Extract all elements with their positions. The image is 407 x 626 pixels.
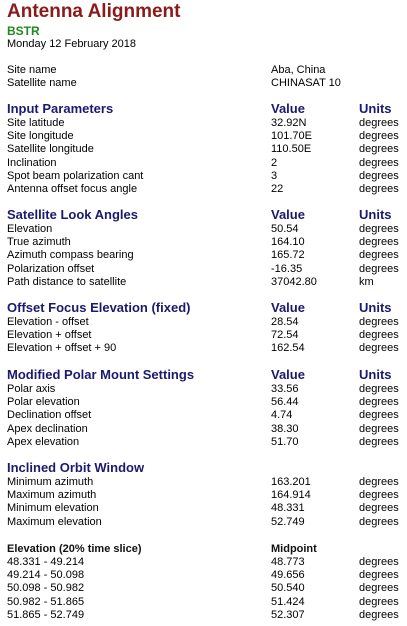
satellite-name-row [0, 77, 407, 90]
table-row [0, 569, 407, 582]
row-label: Elevation - offset [7, 316, 89, 328]
row-unit: degrees [359, 223, 399, 235]
row-label: Declination offset [7, 409, 92, 422]
row-label: Maximum azimuth [7, 489, 97, 502]
row-label: Path distance to satellite [7, 275, 127, 288]
row-label: Elevation + offset + 90 [7, 342, 117, 355]
row-unit: degrees [359, 556, 399, 568]
row-unit: degrees [359, 422, 399, 435]
row-label: Satellite longitude [7, 143, 94, 156]
section-title: Input Parameters [7, 101, 114, 116]
row-label: Elevation [7, 223, 53, 235]
row-label: Apex declination [7, 422, 88, 435]
row-value: 101.70E [271, 130, 312, 143]
value-column-header: Value [271, 300, 305, 315]
value-column-header: Value [271, 101, 305, 116]
table-row [0, 276, 407, 289]
row-unit: degrees [359, 383, 399, 395]
row-label: True azimuth [7, 236, 71, 249]
row-label: Inclination [7, 156, 57, 169]
row-label: Satellite name [7, 77, 77, 89]
section-header-inclined-orbit [0, 460, 407, 476]
row-unit: degrees [359, 595, 399, 608]
row-value: 50.54 [271, 223, 299, 235]
table-row [0, 157, 407, 170]
table-row [0, 236, 407, 249]
row-value: 164.10 [271, 236, 305, 249]
table-row [0, 516, 407, 529]
row-unit: degrees [359, 515, 399, 528]
table-row [0, 596, 407, 609]
row-value: 56.44 [271, 396, 299, 409]
table-row [0, 556, 407, 569]
row-value: Aba, China [271, 64, 326, 76]
row-value: 162.54 [271, 342, 305, 355]
row-value: CHINASAT 10 [271, 77, 341, 89]
row-unit: degrees [359, 169, 399, 182]
row-value: 22 [271, 183, 284, 195]
row-unit: degrees [359, 502, 399, 515]
row-label: Minimum azimuth [7, 476, 94, 488]
table-row [0, 316, 407, 329]
section-header-polar-mount [0, 367, 407, 383]
row-value: 163.201 [271, 476, 311, 488]
row-value: 51.70 [271, 435, 299, 448]
section-header-input-parameters [0, 101, 407, 117]
row-value: 28.54 [271, 316, 299, 328]
row-unit: degrees [359, 608, 399, 621]
row-value: 48.331 [271, 502, 305, 515]
section-title: Inclined Orbit Window [7, 460, 145, 475]
table-row [0, 396, 407, 409]
row-value: 32.92N [271, 117, 307, 129]
row-label: Polar elevation [7, 396, 80, 409]
row-label: Spot beam polarization cant [7, 169, 144, 182]
row-label: Maximum elevation [7, 515, 102, 528]
row-value: 164.914 [271, 489, 311, 502]
row-label: 48.331 - 49.214 [7, 556, 85, 568]
units-column-header: Units [359, 300, 392, 315]
row-label: Minimum elevation [7, 502, 99, 515]
report-subtitle: BSTR [7, 24, 40, 38]
row-value: 72.54 [271, 329, 299, 342]
row-label: Site name [7, 64, 57, 76]
row-value: 3 [271, 169, 278, 182]
row-unit: degrees [359, 316, 399, 328]
table-row [0, 409, 407, 422]
units-column-header: Units [359, 367, 392, 382]
row-unit: degrees [359, 582, 399, 595]
units-column-header: Units [359, 207, 392, 222]
section-header-offset-focus [0, 300, 407, 316]
row-value: 33.56 [271, 383, 299, 395]
row-label: 50.982 - 51.865 [7, 595, 85, 608]
page-title: Antenna Alignment [7, 1, 181, 22]
table-row [0, 263, 407, 276]
row-unit: degrees [359, 489, 399, 502]
section-title: Elevation (20% time slice) [7, 543, 142, 555]
row-label: Antenna offset focus angle [7, 183, 138, 195]
report-date: Monday 12 February 2018 [7, 38, 137, 50]
row-unit: degrees [359, 143, 399, 156]
section-header-look-angles [0, 207, 407, 223]
row-value: 48.773 [271, 556, 305, 568]
table-row [0, 489, 407, 502]
table-row [0, 329, 407, 342]
table-row [0, 582, 407, 595]
row-value: 38.30 [271, 422, 299, 435]
row-label: 50.098 - 50.982 [7, 582, 85, 595]
table-row [0, 476, 407, 489]
table-row [0, 223, 407, 236]
row-unit: degrees [359, 130, 399, 143]
table-row [0, 117, 407, 130]
row-unit: degrees [359, 342, 399, 355]
value-column-header: Value [271, 207, 305, 222]
row-unit: degrees [359, 569, 399, 582]
row-label: Apex elevation [7, 435, 80, 448]
section-title: Satellite Look Angles [7, 207, 138, 222]
table-row [0, 183, 407, 196]
section-title: Offset Focus Elevation (fixed) [7, 300, 191, 315]
row-label: 49.214 - 50.098 [7, 569, 85, 582]
site-name-row [0, 64, 407, 77]
row-unit: degrees [359, 183, 399, 195]
row-unit: degrees [359, 117, 399, 129]
table-row [0, 502, 407, 515]
row-value: 51.424 [271, 595, 305, 608]
table-row [0, 342, 407, 355]
row-unit: degrees [359, 329, 399, 342]
row-value: 165.72 [271, 249, 305, 262]
table-row [0, 383, 407, 396]
table-row [0, 609, 407, 622]
row-unit: km [359, 275, 374, 288]
units-column-header: Units [359, 101, 392, 116]
row-label: Polar axis [7, 383, 56, 395]
row-label: Site latitude [7, 117, 65, 129]
row-unit: degrees [359, 409, 399, 422]
table-row [0, 436, 407, 449]
value-column-header: Value [271, 367, 305, 382]
row-unit: degrees [359, 262, 399, 275]
row-label: 51.865 - 52.749 [7, 608, 85, 621]
row-unit: degrees [359, 236, 399, 249]
row-unit: degrees [359, 156, 399, 169]
midpoint-column-header: Midpoint [271, 543, 317, 555]
section-title: Modified Polar Mount Settings [7, 367, 195, 382]
row-value: -16.35 [271, 262, 303, 275]
table-row [0, 143, 407, 156]
row-value: 2 [271, 156, 278, 169]
row-label: Azimuth compass bearing [7, 249, 134, 262]
row-value: 110.50E [271, 143, 312, 156]
row-value: 37042.80 [271, 275, 317, 288]
row-unit: degrees [359, 476, 399, 488]
row-value: 52.749 [271, 515, 305, 528]
row-value: 52.307 [271, 608, 305, 621]
row-unit: degrees [359, 396, 399, 409]
row-label: Site longitude [7, 130, 74, 143]
row-unit: degrees [359, 435, 399, 448]
row-label: Polarization offset [7, 262, 95, 275]
table-row [0, 249, 407, 262]
table-row [0, 130, 407, 143]
table-row [0, 170, 407, 183]
row-value: 49.656 [271, 569, 305, 582]
table-row [0, 423, 407, 436]
row-value: 50.540 [271, 582, 305, 595]
row-label: Elevation + offset [7, 329, 92, 342]
section-header-time-slice [0, 543, 407, 556]
row-value: 4.74 [271, 409, 293, 422]
row-unit: degrees [359, 249, 399, 262]
